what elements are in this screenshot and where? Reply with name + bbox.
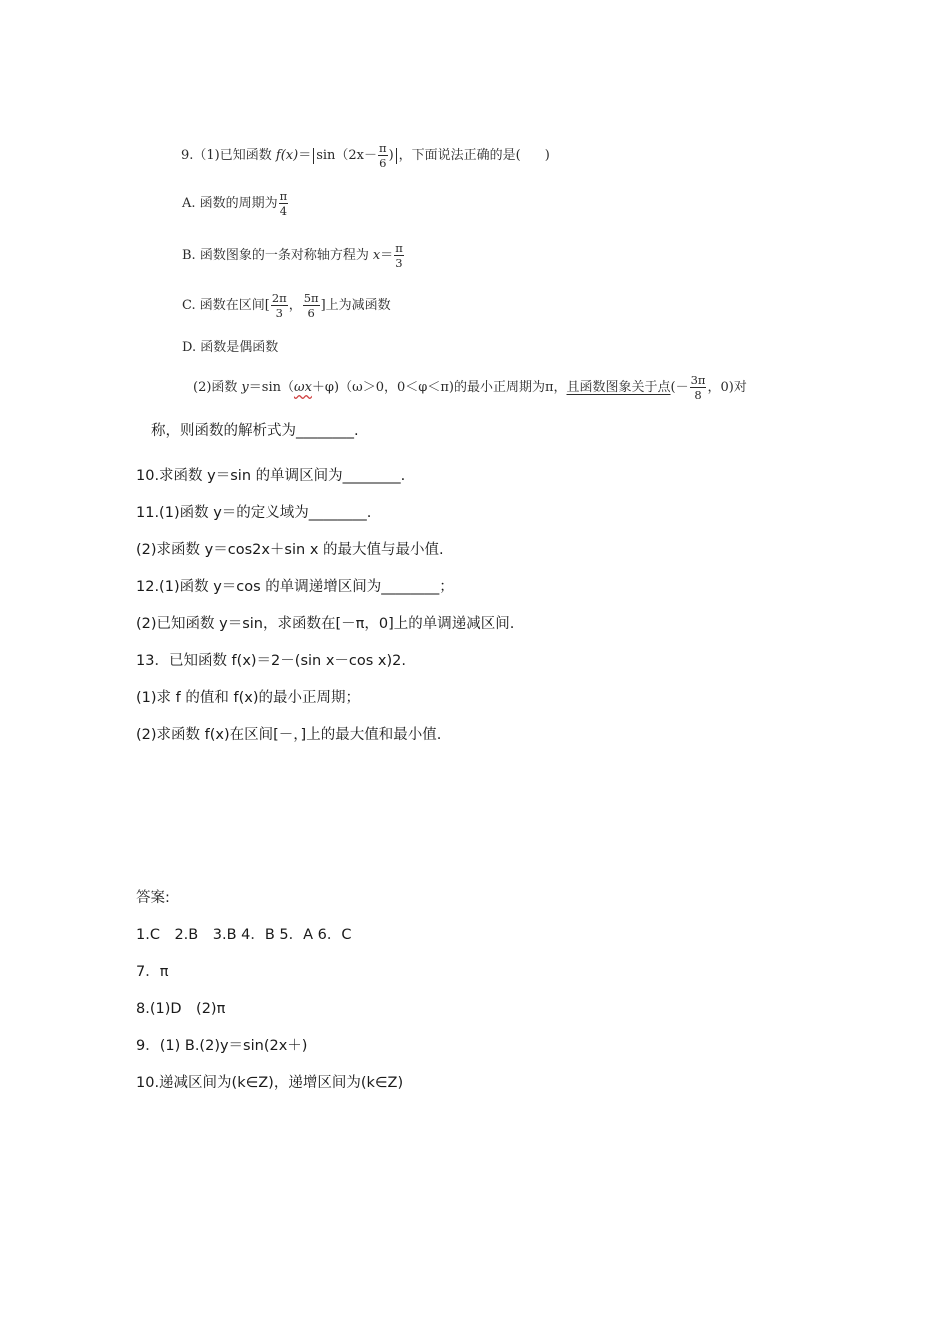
answer-9: 9．(1) B.(2)y＝sin(2x＋) — [136, 1038, 308, 1054]
q12-part1: 12.(1)函数 y＝cos 的单调递增区间为________； — [136, 579, 454, 595]
q9-eq: ＝ — [298, 148, 312, 164]
q13-part2: (2)求函数 f(x)在区间[－，]上的最大值和最小值. — [136, 727, 442, 743]
answer-10: 10.递减区间为(k∈Z)，递增区间为(k∈Z) — [136, 1075, 404, 1091]
q12-part2: (2)已知函数 y＝sin，求函数在[－π，0]上的单调递减区间. — [136, 616, 515, 632]
q9-stem-suffix: ，下面说法正确的是( — [398, 148, 521, 164]
q9-sin-open: sin（2x－ — [316, 148, 378, 164]
fraction-pi-3: $\frac{\pi}{3}$ — [395, 241, 403, 271]
underlined-phrase: 且函数图象关于点 — [566, 380, 671, 396]
q9-fraction-pi-6: $\frac{\pi}{6}$ — [379, 141, 387, 171]
q9-option-b: B. 函数图象的一条对称轴方程为 x＝ $\frac{\pi}{3}$ — [182, 241, 403, 271]
q13-stem: 13．已知函数 f(x)＝2－(sin x－cos x)2. — [136, 653, 406, 669]
abs-bar-right — [396, 148, 397, 164]
answer-8: 8.(1)D (2)π — [136, 1001, 226, 1017]
q11-part1: 11.(1)函数 y＝的定义域为________. — [136, 505, 372, 521]
answer-7: 7．π — [136, 964, 169, 980]
q10: 10.求函数 y＝sin 的单调区间为________. — [136, 468, 406, 484]
omega-x: ωx — [293, 380, 312, 396]
fraction-3pi-8: $\frac{3\pi}{8}$ — [690, 373, 706, 403]
fraction-2pi-3: $\frac{2\pi}{3}$ — [271, 291, 287, 321]
q11-part2: (2)求函数 y＝cos2x＋sin x 的最大值与最小值. — [136, 542, 444, 558]
answers-heading: 答案: — [136, 890, 170, 906]
q9-option-d: D. 函数是偶函数 — [182, 340, 279, 355]
q9-part2-line1: (2)函数 y＝sin（ωx＋φ)（ω＞0，0＜φ＜π)的最小正周期为π，且函数图象关于点(－ $\frac{3\pi}{8}$ ，0)对 — [193, 373, 747, 403]
fraction-5pi-6: $\frac{5\pi}{6}$ — [303, 291, 319, 321]
q9-fx: f(x) — [275, 148, 299, 164]
abs-bar-left — [313, 148, 314, 164]
q9-part2-line2: 称，则函数的解析式为________. — [151, 423, 359, 439]
answers-1-6: 1.C 2.B 3.B 4．B 5．A 6．C — [136, 927, 352, 943]
q9-stem-prefix: 9.（1)已知函数 — [181, 148, 272, 164]
q13-part1: (1)求 f 的值和 f(x)的最小正周期； — [136, 690, 360, 706]
q9-option-a: A. 函数的周期为 $\frac{\pi}{4}$ — [182, 189, 288, 219]
fraction-pi-4: $\frac{\pi}{4}$ — [279, 189, 288, 219]
q9-option-c: C. 函数在区间[ $\frac{2\pi}{3}$ ， $\frac{5\pi}{6}$ ]上为减函数 — [182, 291, 391, 321]
q9-stem-close: ) — [544, 148, 550, 164]
q9-close: ) — [388, 148, 394, 164]
q9-stem — [181, 142, 550, 169]
